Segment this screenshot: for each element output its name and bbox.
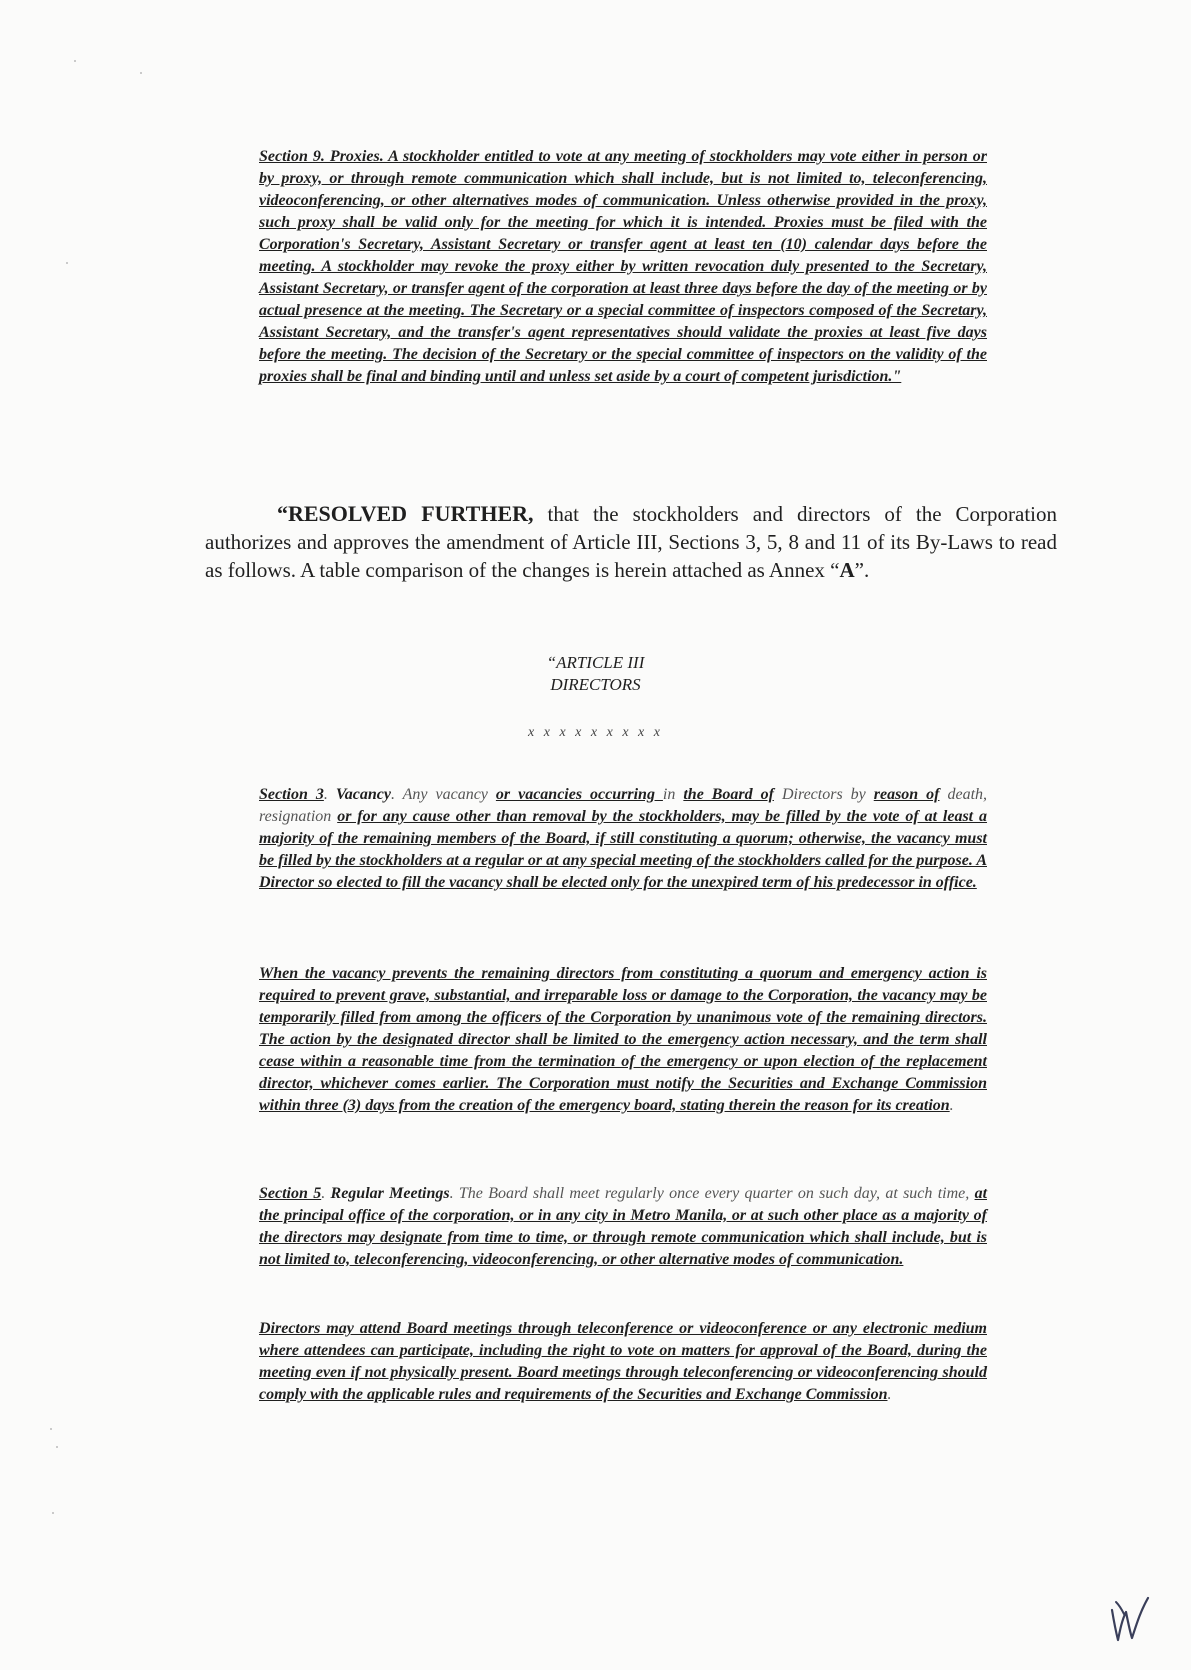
section-5-number: Section 5 <box>259 1185 322 1202</box>
remote-attendance-paragraph <box>259 1318 987 1406</box>
emergency-board-text: When the vacancy prevents the remaining directors from constituting a quorum and emergency action is required to prevent grave, substantial, and irreparable loss or damage to the Corporation, the vacancy may be temporarily filled from among the officers of the Corporation by unanimous vote of the remaining directors. The action by the designated director shall be limited to the emergency action necessary, and the term shall cease within a reasonable time from the termination of the emergency or upon election of the replacement director, whichever comes earlier. The Corporation must notify the Securities and Exchange Commission within three (3) days from the creation of the emergency board, stating therein the reason for its creation <box>259 965 987 1114</box>
article-number: “ARTICLE III <box>546 653 645 672</box>
resolved-further-lead: “RESOLVED FURTHER, <box>277 501 534 526</box>
section-9-text: Section 9. Proxies. A stockholder entitled to vote at any meeting of stockholders may vote either in person or by proxy, or through remote communication which shall include, but is not limited to, teleconferencing, videoconferencing, or other alternatives modes of communication. Unless otherwise provided in the proxy, such proxy shall be valid only for the meeting for which it is intended. Proxies must be filed with the Corporation's Secretary, Assistant Secretary or transfer agent at least ten (10) calendar days before the meeting. A stockholder may revoke the proxy either by written revocation duly presented to the Secretary, Assistant Secretary, or transfer agent of the corporation at least three days before the day of the meeting or by actual presence at the meeting. The Secretary or a special committee of inspectors composed of the Secretary, Assistant Secretary, and the transfer's agent representatives should validate the proxies at least five days before the meeting. The decision of the Secretary or the special committee of inspectors on the validity of the proxies shall be final and binding until and unless set aside by a court of competent jurisdiction." <box>259 148 987 385</box>
scan-speck <box>56 1446 58 1448</box>
remote-attendance-end: . <box>887 1386 892 1403</box>
section-5-text-1: . The Board shall meet regularly once every quarter on such day, at such time, <box>449 1185 975 1202</box>
emergency-board-paragraph <box>259 963 987 1117</box>
resolved-further-end: ”. <box>854 558 870 582</box>
section-3-text-2: in <box>662 786 684 803</box>
emergency-board-end: . <box>949 1097 954 1114</box>
article-title: DIRECTORS <box>550 675 641 694</box>
scan-speck <box>52 1512 54 1514</box>
annex-label: A <box>839 558 855 582</box>
section-3-amend-3: reason of <box>873 786 940 803</box>
section-5-dot: . <box>321 1185 331 1202</box>
section-3-amend-2: the Board of <box>683 786 774 803</box>
article-heading <box>0 652 1191 696</box>
section-9-proxies <box>259 146 987 388</box>
section-3-amend-1: or vacancies occurring <box>495 786 663 803</box>
section-5-regular-meetings <box>259 1183 987 1271</box>
section-3-text-4: death, resignation <box>259 786 988 825</box>
handwritten-initials <box>1108 1592 1152 1644</box>
section-3-title: Vacancy <box>335 786 391 803</box>
scan-speck <box>50 1428 52 1430</box>
section-3-amend-4: or for any cause other than removal by the stockholders, may be filled by the vote of at least a majority of the remaining members of the Board, if still constituting a quorum; otherwise, the vacancy must be filled by the stockholders at a regular or at any special meeting of the stockholders called for the purpose. A Director so elected to fill the vacancy shall be elected only for the unexpired term of his predecessor in office. <box>259 808 988 891</box>
resolved-further-body: that the stockholders and directors of the Corporation authorizes and approves the amendment of Article III, Sections 3, 5, 8 and 11 of its By-Laws to read as follows. A table comparison of the changes is herein attached as Annex “ <box>205 502 1057 582</box>
scan-speck <box>66 262 68 264</box>
section-5-title: Regular Meetings <box>330 1185 450 1202</box>
scan-speck <box>74 60 76 62</box>
remote-attendance-text: Directors may attend Board meetings through teleconference or videoconference or any electronic medium where attendees can participate, including the right to vote on matters for approval of the Board, during the meeting even if not physically present. Board meetings through teleconferencing or videoconferencing should comply with the applicable rules and requirements of the Securities and Exchange Commission <box>259 1320 987 1403</box>
section-3-number: Section 3 <box>259 786 324 803</box>
section-3-text-1: . Any vacancy <box>390 786 496 803</box>
section-3-vacancy <box>259 784 987 894</box>
resolved-further-paragraph <box>205 500 1057 584</box>
section-3-dot: . <box>323 786 336 803</box>
scan-speck <box>140 72 142 74</box>
section-3-text-3: Directors by <box>773 786 874 803</box>
omission-separator: x x x x x x x x x <box>528 725 663 740</box>
section-5-amend-1: at the principal office of the corporation, or in any city in Metro Manila, or at such other place as a majority of the directors may designate from time to time, or through remote communication which shall include, but is not limited to, teleconferencing, videoconferencing, or other alternative modes of communication. <box>259 1185 988 1268</box>
